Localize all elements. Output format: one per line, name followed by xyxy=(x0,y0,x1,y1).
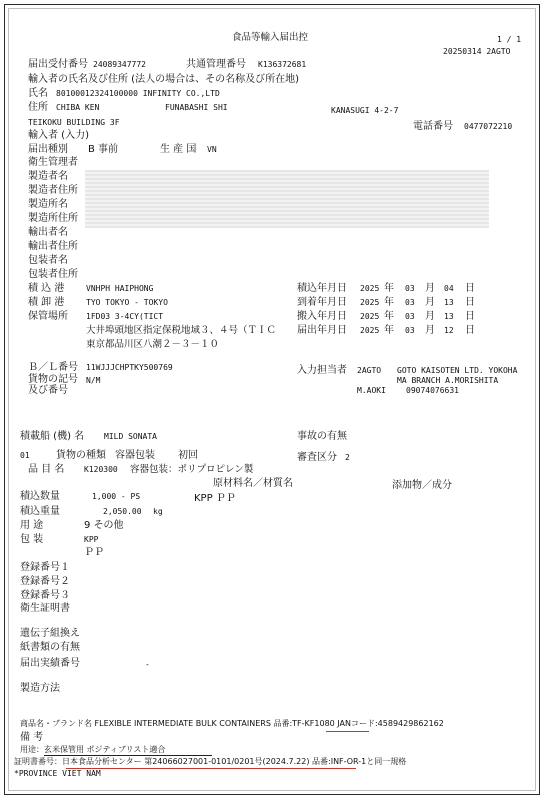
date-row-notify-day: 12 xyxy=(444,326,454,335)
address-line-2: FUNABASHI SHI xyxy=(165,103,228,112)
unloading-port-value: TYO TOKYO - TOKYO xyxy=(86,298,168,307)
receipt-number: 24089347772 xyxy=(93,60,146,69)
storage-line-2: 大井埠頭地区指定保税地域３、４号（ＴＩＣ xyxy=(86,325,277,336)
plant-name-label: 製造所名 xyxy=(28,199,68,210)
receipt-label: 届出受付番号 xyxy=(28,59,88,70)
address-line-1: CHIBA KEN xyxy=(56,103,100,112)
agent-person: M.AOKI xyxy=(357,386,386,395)
product-code: TF-KF1080 xyxy=(292,719,335,728)
exporter-address-label: 輸出者住所 xyxy=(28,241,78,252)
vessel-value: MILD SONATA xyxy=(104,432,157,441)
use-value: 9 その他 xyxy=(84,520,124,531)
record-number-value: - xyxy=(145,660,150,669)
use-line-underline xyxy=(44,755,212,756)
phone-label: 電話番号 xyxy=(413,121,453,132)
date-row-delivery-nen: 年 xyxy=(384,311,394,322)
date-row-delivery-year: 2025 xyxy=(360,312,380,321)
agent-code: 2AGTO xyxy=(357,366,382,375)
name-value: 80100012324100000 INFINITY CO.,LTD xyxy=(56,89,220,98)
date-code: 20250314 2AGTO xyxy=(443,47,511,56)
additive-label: 添加物／成分 xyxy=(392,480,452,491)
storage-line-3: 東京都品川区八潮２－３－１０ xyxy=(86,339,220,350)
item-code: K120300 xyxy=(84,465,118,474)
importer-heading: 輸入者の氏名及び住所 (法人の場合は、その名称及び所在地) xyxy=(28,74,299,85)
weight-value: 2,050.00 xyxy=(103,507,142,516)
date-row-notify-tsuki: 月 xyxy=(425,325,435,336)
plant-address-label: 製造所住所 xyxy=(28,213,78,224)
material-value: KPP ＰＰ xyxy=(194,493,236,504)
date-row-loading-nen: 年 xyxy=(384,283,394,294)
date-row-notify-month: 03 xyxy=(405,326,415,335)
date-row-delivery-month: 03 xyxy=(405,312,415,321)
registration-1-label: 登録番号１ xyxy=(20,562,70,573)
package-label: 包 装 xyxy=(20,534,44,545)
type-value: B 事前 xyxy=(88,144,119,155)
cert-underline xyxy=(66,768,356,769)
packer-address-label: 包装者住所 xyxy=(28,269,78,280)
date-row-notify-nen: 年 xyxy=(384,325,394,336)
gmo-label: 遺伝子組換え xyxy=(20,628,80,639)
date-row-loading-label: 積込年月日 xyxy=(297,283,347,294)
qty-value: 1,000 - PS xyxy=(92,492,141,501)
registration-2-label: 登録番号２ xyxy=(20,576,70,587)
date-row-notify-hi: 日 xyxy=(465,325,475,336)
item-value: 容器包装：ポリプロピレン製 xyxy=(130,464,254,475)
redacted-block xyxy=(85,170,489,228)
cargo-kind-label: 貨物の種類 xyxy=(56,450,106,461)
date-row-arrival-year: 2025 xyxy=(360,298,380,307)
exporter-name-label: 輸出者名 xyxy=(28,227,68,238)
bl-label: Ｂ／Ｌ番号 xyxy=(28,362,78,373)
date-row-loading-year: 2025 xyxy=(360,284,380,293)
date-row-loading-day: 04 xyxy=(444,284,454,293)
agent-company-2: MA BRANCH A.MORISHITA xyxy=(397,376,499,385)
record-number-label: 届出実績番号 xyxy=(20,658,80,669)
phone-value: 0477072210 xyxy=(464,122,513,131)
packer-name-label: 包装者名 xyxy=(28,255,68,266)
date-row-arrival-day: 13 xyxy=(444,298,454,307)
date-row-notify-label: 届出年月日 xyxy=(297,325,347,336)
type-label: 届出種別 xyxy=(28,144,68,155)
date-row-delivery-tsuki: 月 xyxy=(425,311,435,322)
method-label: 製造方法 xyxy=(20,683,60,694)
address-label: 住所 xyxy=(28,102,48,113)
review-value: 2 xyxy=(345,453,350,462)
cert-line xyxy=(14,758,406,766)
date-row-arrival-hi: 日 xyxy=(465,297,475,308)
unloading-port-label: 積 卸 港 xyxy=(28,297,65,308)
paper-docs-label: 紙書類の有無 xyxy=(20,642,80,653)
date-row-delivery-hi: 日 xyxy=(465,311,475,322)
accident-label: 事故の有無 xyxy=(297,431,347,442)
biko-label: 備 考 xyxy=(20,732,44,743)
date-row-arrival-nen: 年 xyxy=(384,297,394,308)
storage-value: 1FD03 3-4CY(TICT xyxy=(86,312,164,321)
date-row-arrival-month: 03 xyxy=(405,298,415,307)
agent-phone: 09074076631 xyxy=(406,386,459,395)
marks-value: N/M xyxy=(86,376,101,385)
date-row-loading-month: 03 xyxy=(405,284,415,293)
product-prefix: 商品名・ブランド名 FLEXIBLE INTERMEDIATE BULK CONTAINERS 品番: xyxy=(20,719,293,728)
material-label: 原材料名／材質名 xyxy=(213,478,293,489)
qty-label: 積込数量 xyxy=(20,491,60,502)
date-row-arrival-tsuki: 月 xyxy=(425,297,435,308)
jan-code: JANコード:4589429862162 xyxy=(334,719,444,728)
document-title: 食品等輸入届出控 xyxy=(232,32,309,43)
vessel-label: 積載船 (機) 名 xyxy=(20,431,85,442)
name-label: 氏名 xyxy=(28,88,48,99)
date-row-notify-year: 2025 xyxy=(360,326,380,335)
use-line: 用途：玄米保管用 ポジティブリスト適合 xyxy=(20,745,166,754)
origin-label: 生 産 国 xyxy=(160,144,197,155)
date-row-delivery-label: 搬入年月日 xyxy=(297,311,347,322)
review-label: 審査区分 xyxy=(297,452,337,463)
marks-label-2: 及び番号 xyxy=(28,385,68,396)
cert-body: 日本食品分析センター 第24066027001-0101/0201号(2024.7.22) xyxy=(62,757,310,766)
hygiene-manager: 衛生管理者 xyxy=(28,157,78,168)
weight-label: 積込重量 xyxy=(20,506,60,517)
origin-value: VN xyxy=(207,145,217,154)
agent-label: 入力担当者 xyxy=(297,365,347,376)
importer-input: 輸入者 (入力) xyxy=(28,130,89,141)
hygiene-cert-label: 衛生証明書 xyxy=(20,603,70,614)
cargo-kind-value: 容器包装 xyxy=(115,450,155,461)
address-line-4: TEIKOKU BUILDING 3F xyxy=(28,118,120,127)
date-row-loading-tsuki: 月 xyxy=(425,283,435,294)
bl-value: 11WJJJCHPTKY500769 xyxy=(86,363,173,372)
use-label: 用 途 xyxy=(20,520,44,531)
marks-label-1: 貨物の記号 xyxy=(28,374,78,385)
cargo-no: 01 xyxy=(20,451,30,460)
cert-suffix: 品番:INF-OR-1と同一規格 xyxy=(309,757,407,766)
province-line: *PROVINCE VIET NAM xyxy=(14,769,101,778)
manufacturer-address-label: 製造者住所 xyxy=(28,185,78,196)
registration-3-label: 登録番号３ xyxy=(20,590,70,601)
address-line-3: KANASUGI 4-2-7 xyxy=(331,106,399,115)
manufacturer-name-label: 製造者名 xyxy=(28,171,68,182)
date-row-loading-hi: 日 xyxy=(465,283,475,294)
first-time: 初回 xyxy=(178,450,198,461)
mgmt-number: K136372681 xyxy=(258,60,307,69)
page-indicator: 1 / 1 xyxy=(497,35,522,44)
mgmt-label: 共通管理番号 xyxy=(186,59,246,70)
weight-unit: kg xyxy=(153,507,163,516)
agent-company-1: GOTO KAISOTEN LTD. YOKOHA xyxy=(397,366,518,375)
loading-port-value: VNHPH HAIPHONG xyxy=(86,284,154,293)
product-code-underline xyxy=(326,731,369,732)
date-row-delivery-day: 13 xyxy=(444,312,454,321)
storage-label: 保管場所 xyxy=(28,311,68,322)
cert-prefix: 証明書番号： xyxy=(14,757,62,766)
package-value-2: ＰＰ xyxy=(84,547,104,558)
item-label: 品 目 名 xyxy=(28,464,65,475)
product-line xyxy=(20,720,444,728)
package-value-1: KPP xyxy=(84,535,99,544)
date-row-arrival-label: 到着年月日 xyxy=(297,297,347,308)
loading-port-label: 積 込 港 xyxy=(28,283,65,294)
